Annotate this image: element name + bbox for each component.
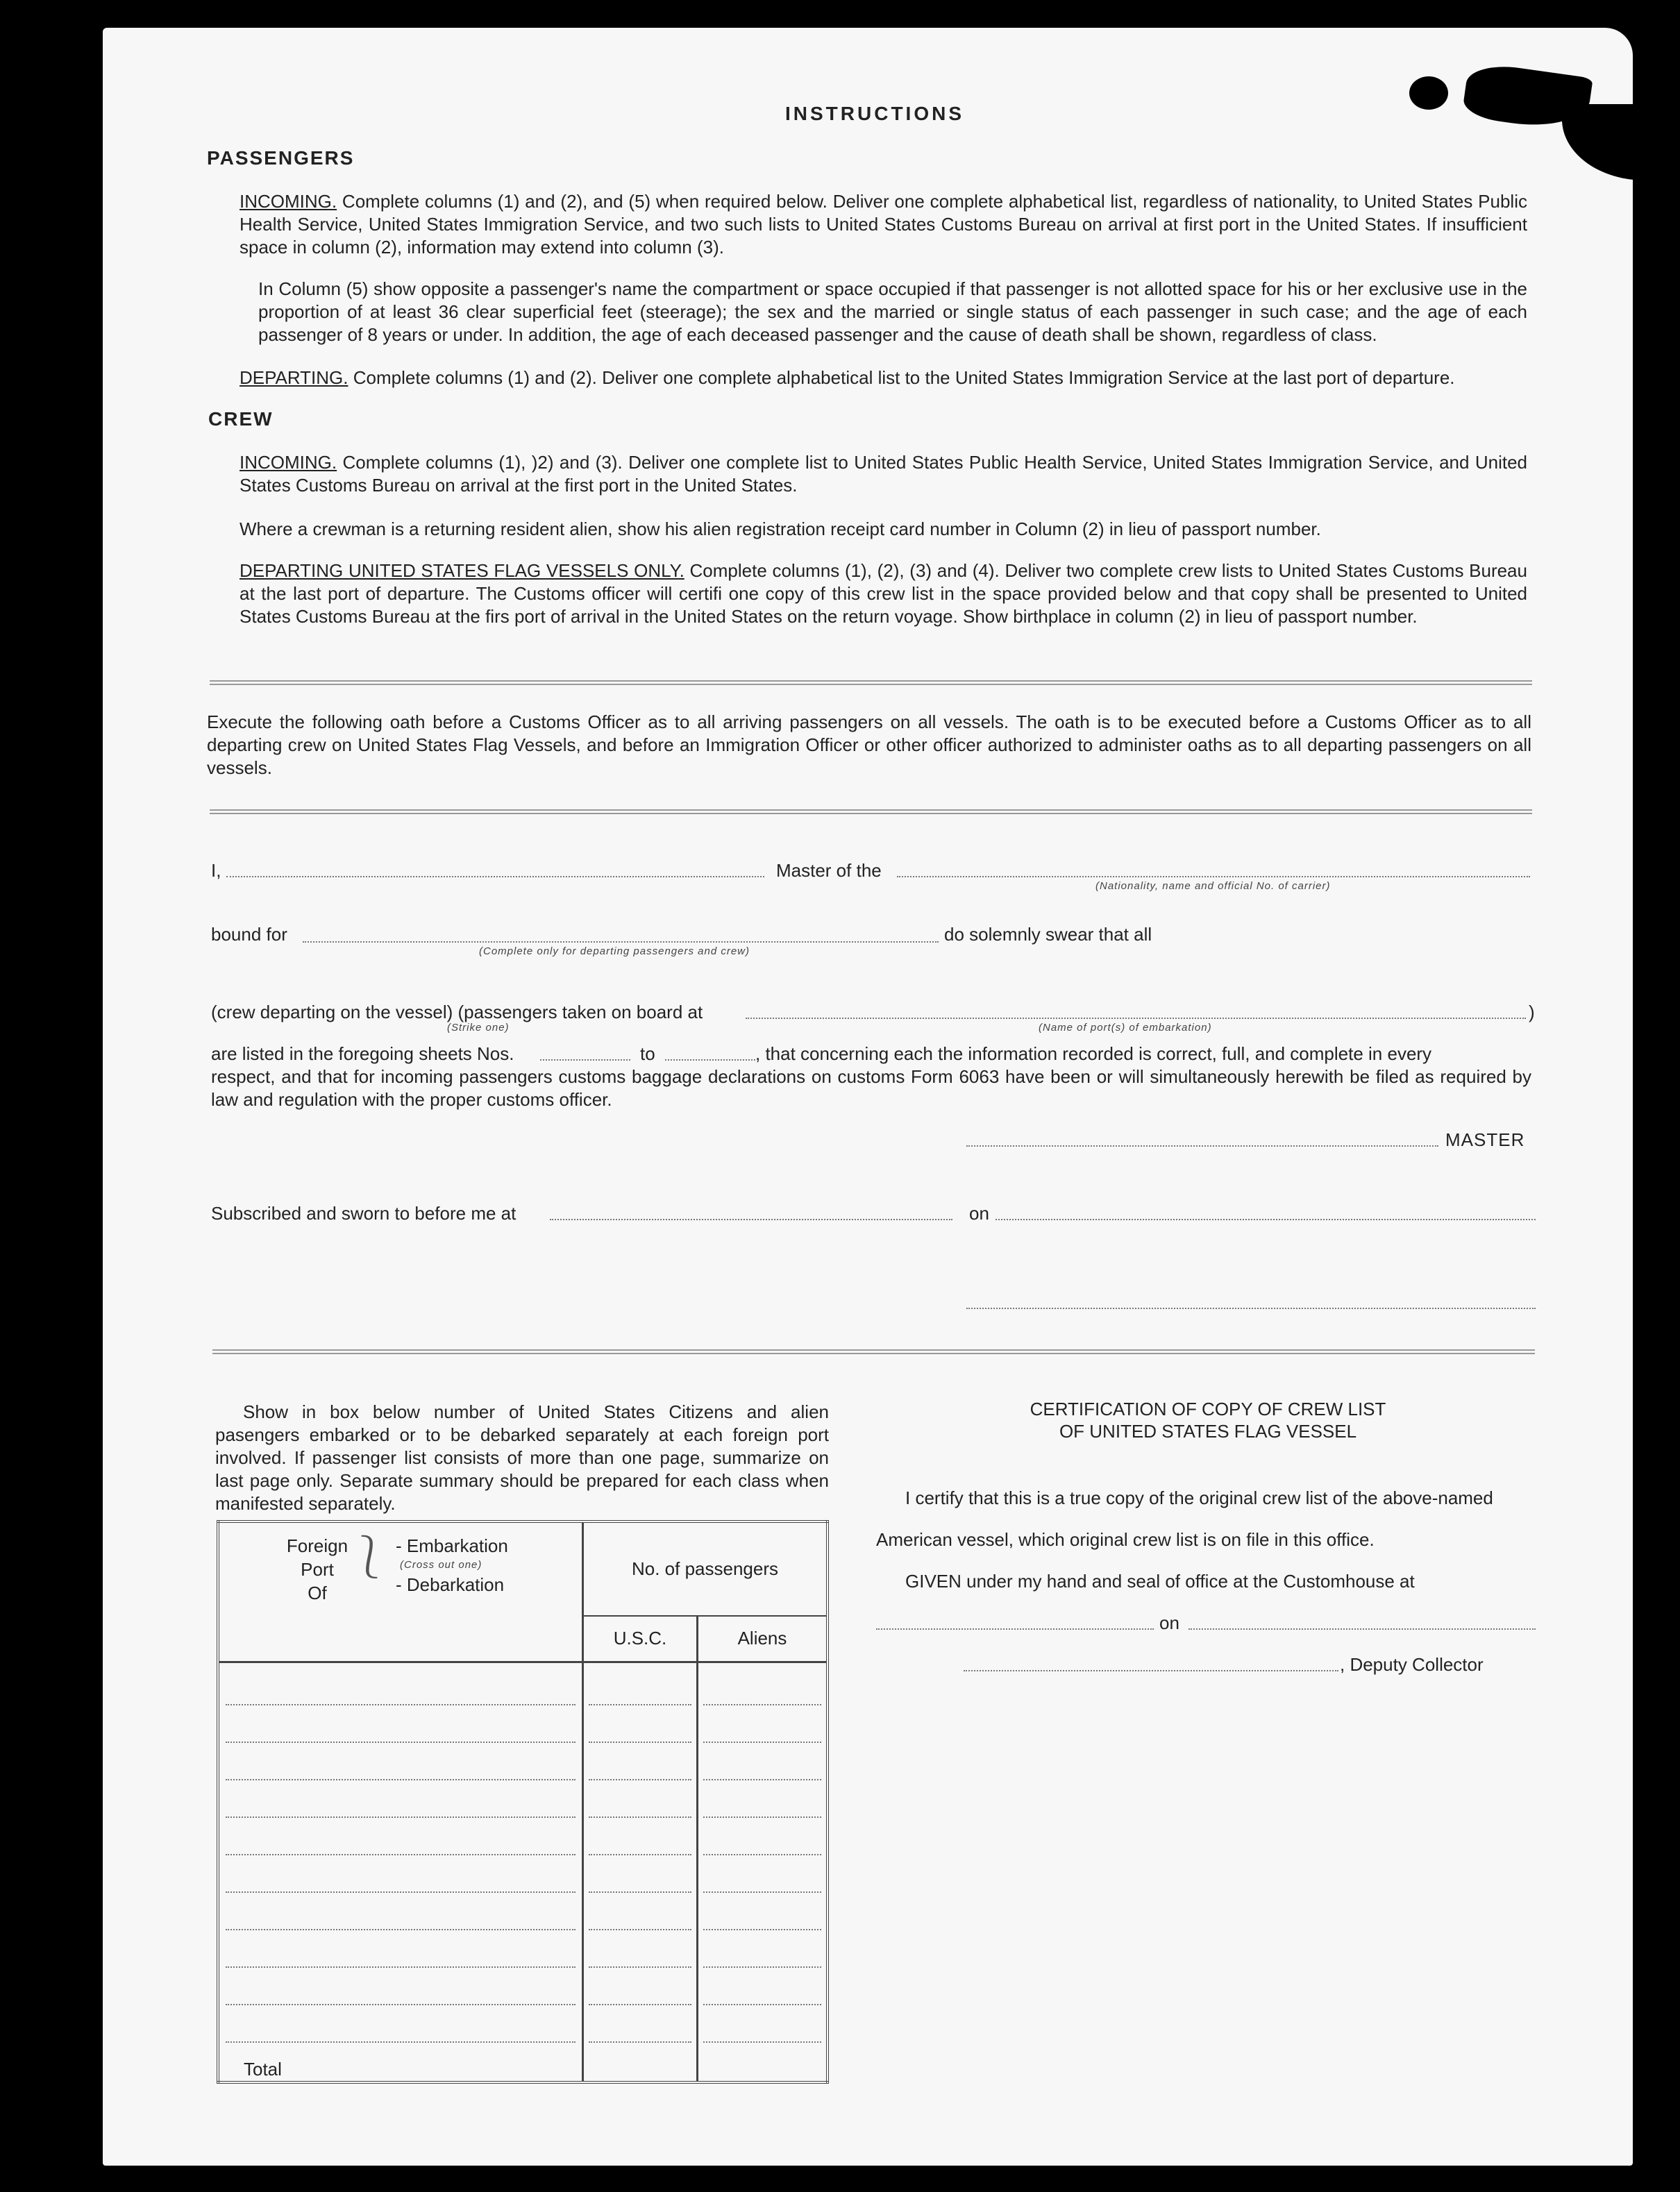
crew-heading: CREW [208,408,274,430]
row-line [589,1704,691,1705]
debarkation-option[interactable]: - Debarkation [396,1574,505,1595]
certify-line-1: I certify that this is a true copy of the original crew list of the above-named [905,1487,1493,1508]
row-line [703,1816,821,1818]
certification-title-line-2: OF UNITED STATES FLAG VESSEL [1059,1421,1357,1442]
no-passengers-header: No. of passengers [583,1521,828,1616]
crew-departing-paragraph [240,559,1527,628]
destination-field[interactable] [303,941,939,943]
master-name-field[interactable] [226,876,764,877]
page-damage [1409,76,1448,110]
row-line [589,1929,691,1930]
row-line [703,1966,821,1968]
row-line [226,1704,576,1705]
row-line [703,1929,821,1930]
crew-passengers-label: (crew departing on the vessel) (passengers taken on board at [211,1002,703,1022]
customhouse-field[interactable] [876,1628,1154,1630]
embarkation-port-field[interactable] [746,1018,1526,1019]
resident-alien-paragraph: Where a crewman is a returning resident alien, show his alien registration receipt card number in Column (2) in lieu of passport number. [240,519,1321,539]
carrier-caption: (Nationality, name and official No. of carrier) [1095,880,1331,892]
of-label: Of [308,1583,327,1603]
crew-departing-label: DEPARTING UNITED STATES FLAG VESSELS ONLY. [240,560,684,581]
port-column[interactable] [218,1662,583,2082]
row-line [589,2004,691,2005]
oath-instruction: Execute the following oath before a Customs Officer as to all arriving passengers on all vessels. The oath is to be executed before a Customs Officer as to all departing crew on United States Flag Vessels, and before an Immigration Officer or other officer authorized to administer oaths as to all departing passengers on all vessels. [207,711,1531,778]
bound-caption: (Complete only for departing passengers and crew) [479,945,750,957]
row-line [226,1779,576,1780]
crew-departing-text: Complete columns (1), (2), (3) and (4). Deliver two complete crew lists to United States Customs Bureau at the last port of departure. The Customs officer will certifi one copy of this crew list in the space provided below and that copy shall be presented to United States Customs Bureau at the firs port of arrival in the United States on the return voyage. Show birthplace in column (2) in lieu of passport number. [240,560,1527,627]
row-line [703,2041,821,2043]
swear-label: do solemnly swear that all [944,924,1152,945]
port-label: Port [301,1559,334,1580]
certify-line-3: GIVEN under my hand and seal of office at the Customhouse at [905,1571,1415,1592]
deputy-signature-field[interactable] [964,1670,1338,1671]
passengers-heading: PASSENGERS [207,147,355,169]
listed-prefix: are listed in the foregoing sheets Nos. [211,1043,514,1064]
row-line [226,2041,576,2043]
master-of-label: Master of the [776,860,882,881]
listed-rest-1: , that concerning each the information recorded is correct, full, and complete in every [755,1043,1432,1064]
subscribed-label: Subscribed and sworn to before me at [211,1203,516,1224]
crew-incoming-paragraph [240,451,1527,497]
deputy-collector-label: , Deputy Collector [1340,1654,1484,1675]
sworn-date-field[interactable] [996,1219,1536,1220]
listed-rest-2: respect, and that for incoming passengers customs baggage declarations on customs Form 6063 have been or will simultaneously herewith be filed as required by law and regulation with the proper customs officer. [211,1066,1531,1110]
row-line [226,1742,576,1743]
row-line [589,1816,691,1818]
total-label: Total [244,2058,282,2080]
divider [210,680,1532,685]
cert-on-label: on [1159,1612,1179,1633]
strike-caption: (Strike one) [447,1022,510,1034]
incoming-text: Complete columns (1) and (2), and (5) when required below. Deliver one complete alphabetical list, regardless of nationality, to United States Public Health Service, United States Immigration Service, and two such lists to United States Customs Bureau on arrival at first port in the United States. If insufficient space in column (2), information may extend into column (3). [240,191,1527,258]
summary-instruction: Show in box below number of United States Citizens and alien pasengers embarked or to be debarked separately at each foreign port involved. If passenger list consists of more than one page, summarize on last page only. Separate summary should be prepared for each class when manifested separately. [215,1401,829,1514]
row-line [226,1816,576,1818]
on-label: on [969,1203,989,1224]
row-line [226,2004,576,2005]
bound-for-label: bound for [211,924,287,945]
column5-paragraph: In Column (5) show opposite a passenger's name the compartment or space occupied if that passenger is not allotted space for his or her exclusive use in the proportion of at least 36 clear superficial feet (steerage); the sex and the married or single status of each passenger in such case; and the age of each passenger of 8 years or under. In addition, the age of each deceased passenger and the cause of death shall be shown, regardless of class. [258,278,1527,345]
aliens-column[interactable] [698,1662,828,2082]
departing-text: Complete columns (1) and (2). Deliver one complete alphabetical list to the United States Immigration Service at the last port of departure. [353,367,1455,388]
cross-out-caption: (Cross out one) [400,1559,482,1571]
page-title: INSTRUCTIONS [785,103,964,124]
row-line [589,1742,691,1743]
port-caption: (Name of port(s) of embarkation) [1039,1022,1212,1034]
embarkation-option[interactable]: - Embarkation [396,1535,508,1556]
certify-line-2: American vessel, which original crew list is on file in this office. [876,1529,1375,1550]
foreign-port-header [218,1521,583,1662]
divider [212,1349,1535,1354]
cert-date-field[interactable] [1188,1628,1536,1630]
sheet-from-field[interactable] [540,1059,630,1061]
passenger-summary-table [217,1520,829,2084]
row-line [703,1854,821,1855]
brace-icon: ⎱ [348,1534,390,1580]
row-line [589,1891,691,1893]
row-line [226,1854,576,1855]
row-line [589,2041,691,2043]
row-line [589,1854,691,1855]
to-label: to [640,1043,655,1064]
row-line [226,1891,576,1893]
row-line [703,2004,821,2005]
usc-header: U.S.C. [583,1616,698,1662]
oath-i-label: I, [211,860,221,881]
row-line [703,1704,821,1705]
master-label: MASTER [1445,1129,1525,1150]
foreign-label: Foreign [286,1535,348,1556]
usc-column[interactable] [583,1662,698,2082]
aliens-header: Aliens [698,1616,828,1662]
passengers-departing-paragraph [240,366,1531,389]
row-line [589,1966,691,1968]
row-line [703,1742,821,1743]
master-signature-field[interactable] [966,1145,1438,1147]
departing-label: DEPARTING. [240,367,348,388]
incoming-label: INCOMING. [240,191,337,212]
crew-incoming-label: INCOMING. [240,452,337,473]
row-line [703,1891,821,1893]
sworn-place-field[interactable] [550,1219,952,1220]
certification-title [923,1398,1493,1442]
close-paren: ) [1529,1002,1535,1022]
sheet-to-field[interactable] [665,1059,755,1061]
row-line [589,1779,691,1780]
crew-incoming-text: Complete columns (1), )2) and (3). Deliver one complete list to United States Public Health Service, United States Immigration Service, and United States Customs Bureau on arrival at the first port in the United States. [240,452,1527,496]
row-line [703,1779,821,1780]
certification-title-line-1: CERTIFICATION OF COPY OF CREW LIST [1030,1399,1386,1419]
officer-signature-field[interactable] [966,1308,1536,1309]
row-line [226,1966,576,1968]
carrier-field[interactable] [897,876,1530,877]
divider [210,809,1532,814]
passengers-incoming-paragraph [240,190,1527,259]
row-line [226,1929,576,1930]
port-rows [220,1664,581,2080]
